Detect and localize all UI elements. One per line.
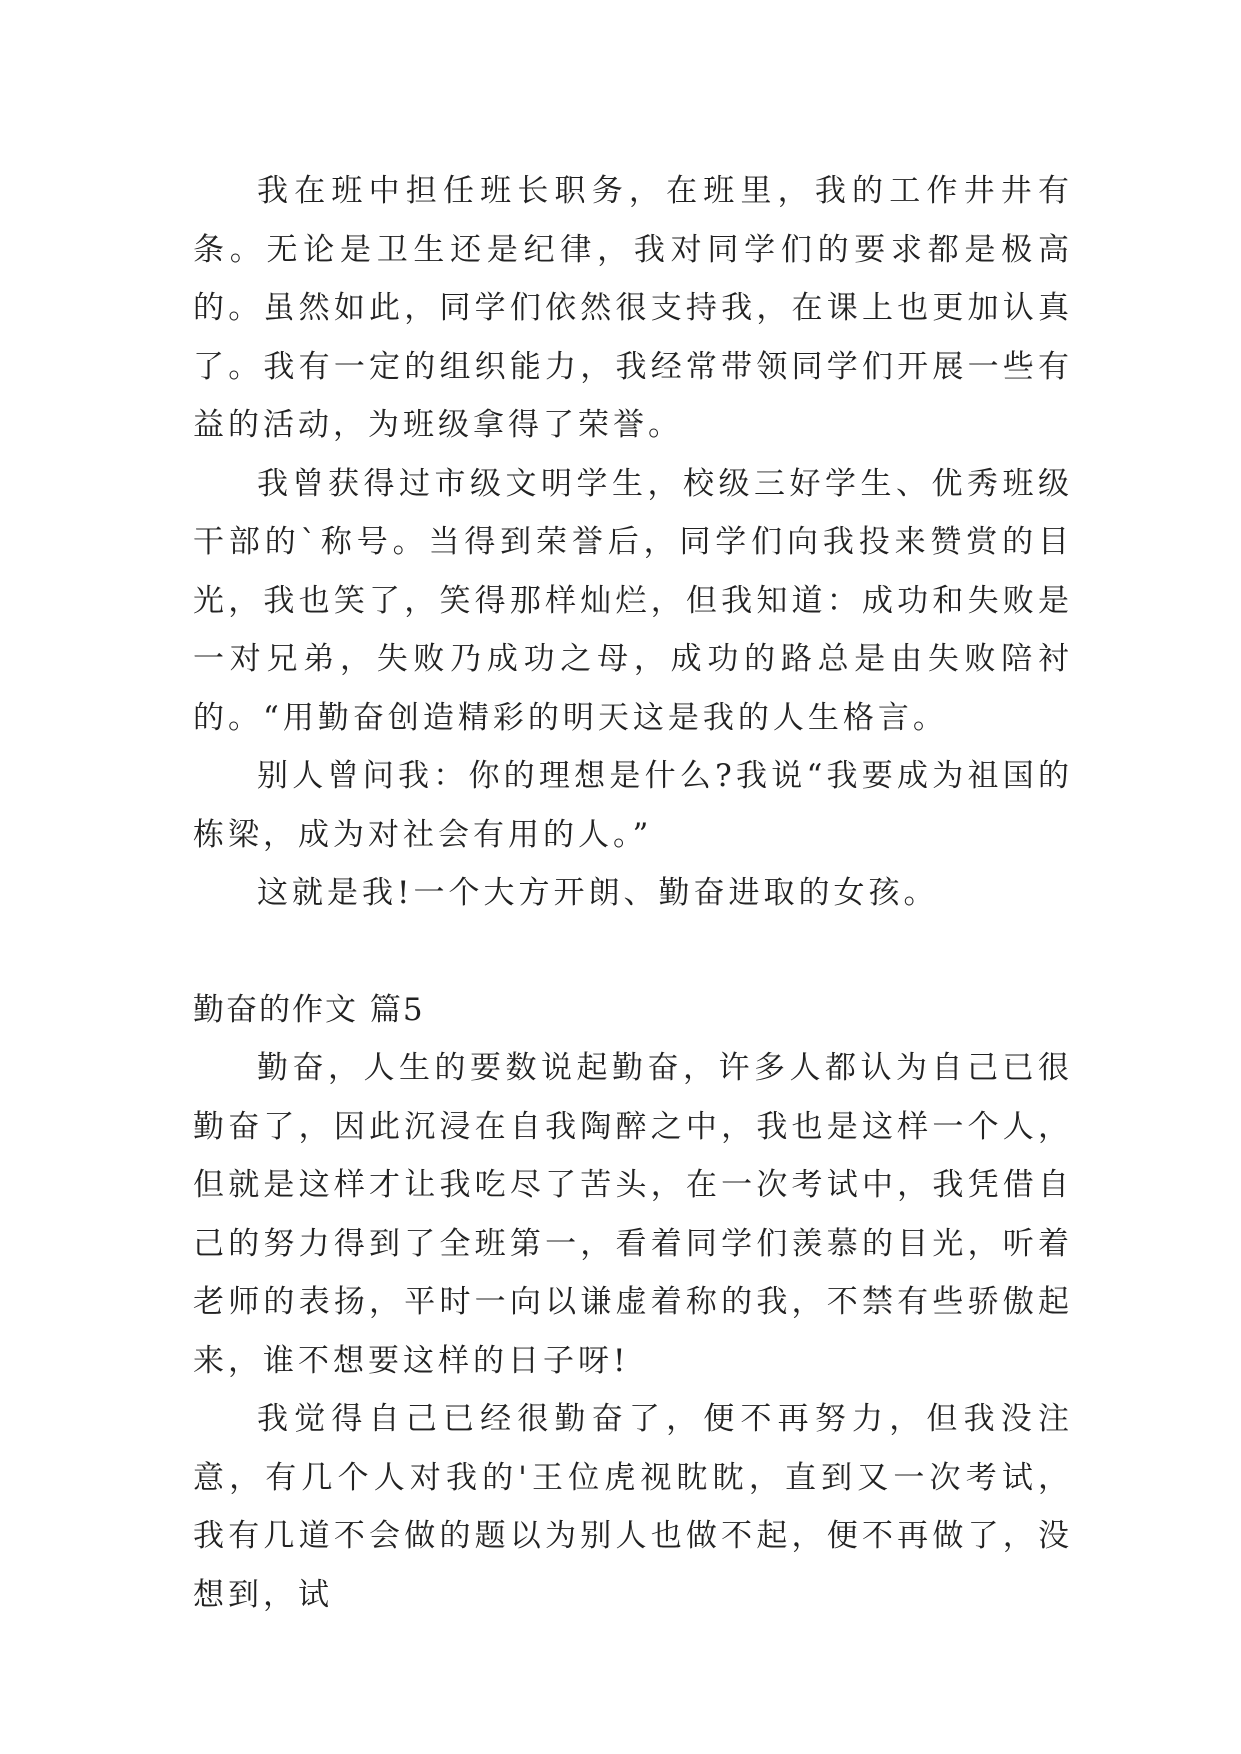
paragraph-diligence-story: 勤奋，人生的要数说起勤奋，许多人都认为自己已很勤奋了，因此沉浸在自我陶醉之中，我也是这样一个人，但就是这样才让我吃尽了苦头，在一次考试中，我凭借自己的努力得到了全班第一，看着同学们羡慕的目光，听着老师的表扬，平时一向以谦虚着称的我，不禁有些骄傲起来，谁不想要这样的日子呀! <box>193 1050 1073 1379</box>
section-spacer <box>193 923 1073 981</box>
document-body <box>193 162 1073 1624</box>
paragraph-honors: 我曾获得过市级文明学生，校级三好学生、优秀班级干部的`称号。当得到荣誉后，同学们向我投来赞赏的目光，我也笑了，笑得那样灿烂，但我知道：成功和失败是一对兄弟，失败乃成功之母，成功的路总是由失败陪衬的。“用勤奋创造精彩的明天这是我的人生格言。 <box>193 465 1073 736</box>
paragraph-this-is-me: 这就是我!一个大方开朗、勤奋进取的女孩。 <box>257 875 939 911</box>
paragraph-class-monitor: 我在班中担任班长职务，在班里，我的工作井井有条。无论是卫生还是纪律，我对同学们的要求都是极高的。虽然如此，同学们依然很支持我，在课上也更加认真了。我有一定的组织能力，我经常带领同学们开展一些有益的活动，为班级拿得了荣誉。 <box>193 173 1073 443</box>
section-heading: 勤奋的作文 篇5 <box>193 991 425 1028</box>
paragraph-stopped-trying: 我觉得自己已经很勤奋了，便不再努力，但我没注意，有几个人对我的'王位虎视眈眈，直到又一次考试，我有几道不会做的题以为别人也做不起，便不再做了，没想到，试 <box>193 1401 1073 1613</box>
paragraph-ideal: 别人曾问我：你的理想是什么?我说“我要成为祖国的栋梁，成为对社会有用的人。” <box>193 758 1073 853</box>
